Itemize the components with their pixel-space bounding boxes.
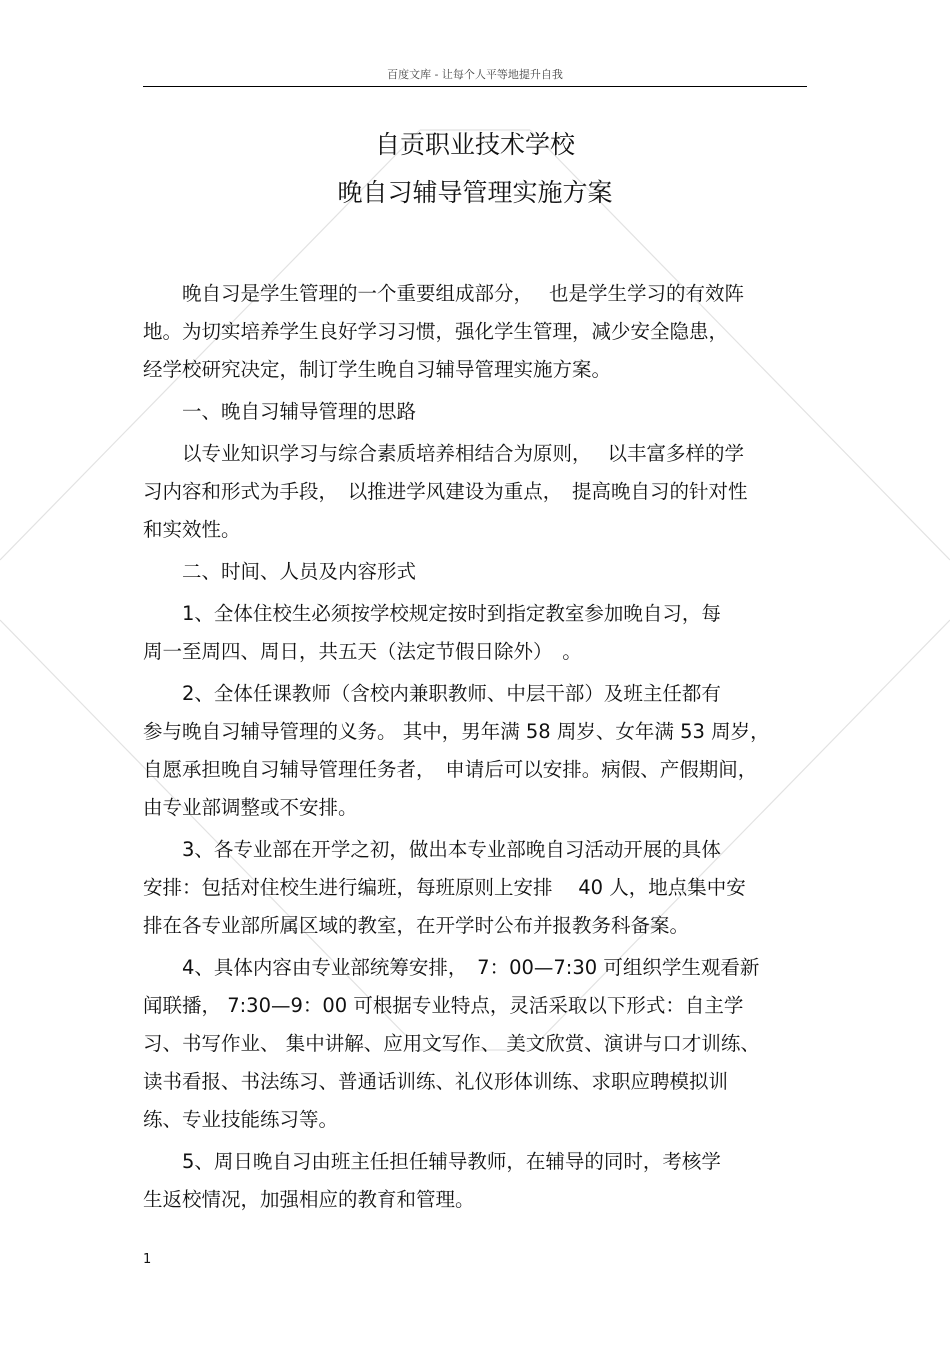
document-body (143, 275, 807, 1223)
text-line: 一、晚自习辅导管理的思路 (182, 400, 417, 423)
text-line: 练、专业技能练习等。 (143, 1108, 339, 1131)
document-title-plan: 晚自习辅导管理实施方案 (337, 178, 613, 207)
section-heading-1 (143, 393, 807, 431)
text-line: 生返校情况，加强相应的教育和管理。 (143, 1188, 475, 1211)
document-title-school: 自贡职业技术学校 (374, 130, 575, 159)
paragraph-item-4 (143, 949, 807, 1139)
text-line: 二、时间、人员及内容形式 (182, 560, 417, 583)
text-line: 周一至周四、周日，共五天（法定节假日除外） 。 (143, 640, 582, 663)
text-line: 和实效性。 (143, 518, 241, 541)
page-number: 1 (143, 1252, 152, 1267)
text-line: 自愿承担晚自习辅导管理任务者， 申请后可以安排。病假、产假期间， (143, 758, 758, 781)
text-line: 闻联播， 7:30—9：00 可根据专业特点，灵活采取以下形式：自主学 (143, 994, 744, 1017)
text-line: 晚自习是学生管理的一个重要组成部分， 也是学生学习的有效阵 (182, 282, 744, 305)
text-line: 1、全体住校生必须按学校规定按时到指定教室参加晚自习，每 (182, 602, 721, 625)
text-line: 参与晚自习辅导管理的义务。 其中，男年满 58 周岁、女年满 53 周岁， (143, 720, 770, 743)
paragraph-item-1 (143, 595, 807, 671)
text-line: 5、周日晚自习由班主任担任辅导教师，在辅导的同时，考核学 (182, 1150, 721, 1173)
paragraph-item-2 (143, 675, 807, 827)
text-line: 读书看报、书法练习、普通话训练、礼仪形体训练、求职应聘模拟训 (143, 1070, 729, 1093)
text-line: 4、具体内容由专业部统筹安排， 7：00—7:30 可组织学生观看新 (182, 956, 760, 979)
text-line: 地。为切实培养学生良好学习习惯，强化学生管理，减少安全隐患， (143, 320, 729, 343)
header-rule (143, 86, 807, 87)
page-header: 百度文库 - 让每个人平等地提升自我 (387, 68, 563, 81)
text-line: 习、书写作业、 集中讲解、应用文写作、 美文欣赏、演讲与口才训练、 (143, 1032, 760, 1055)
text-line: 排在各专业部所属区域的教室，在开学时公布并报教务科备案。 (143, 914, 690, 937)
text-line: 安排：包括对住校生进行编班，每班原则上安排 40 人，地点集中安 (143, 876, 746, 899)
text-line: 习内容和形式为手段， 以推进学风建设为重点， 提高晚自习的针对性 (143, 480, 748, 503)
text-line: 2、全体任课教师（含校内兼职教师、中层干部）及班主任都有 (182, 682, 721, 705)
text-line: 以专业知识学习与综合素质培养相结合为原则， 以丰富多样的学 (182, 442, 744, 465)
text-line: 由专业部调整或不安排。 (143, 796, 358, 819)
paragraph-approach (143, 435, 807, 549)
paragraph-item-5 (143, 1143, 807, 1219)
paragraph-item-3 (143, 831, 807, 945)
section-heading-2 (143, 553, 807, 591)
text-line: 3、各专业部在开学之初，做出本专业部晚自习活动开展的具体 (182, 838, 721, 861)
paragraph-intro (143, 275, 807, 389)
text-line: 经学校研究决定，制订学生晚自习辅导管理实施方案。 (143, 358, 612, 381)
